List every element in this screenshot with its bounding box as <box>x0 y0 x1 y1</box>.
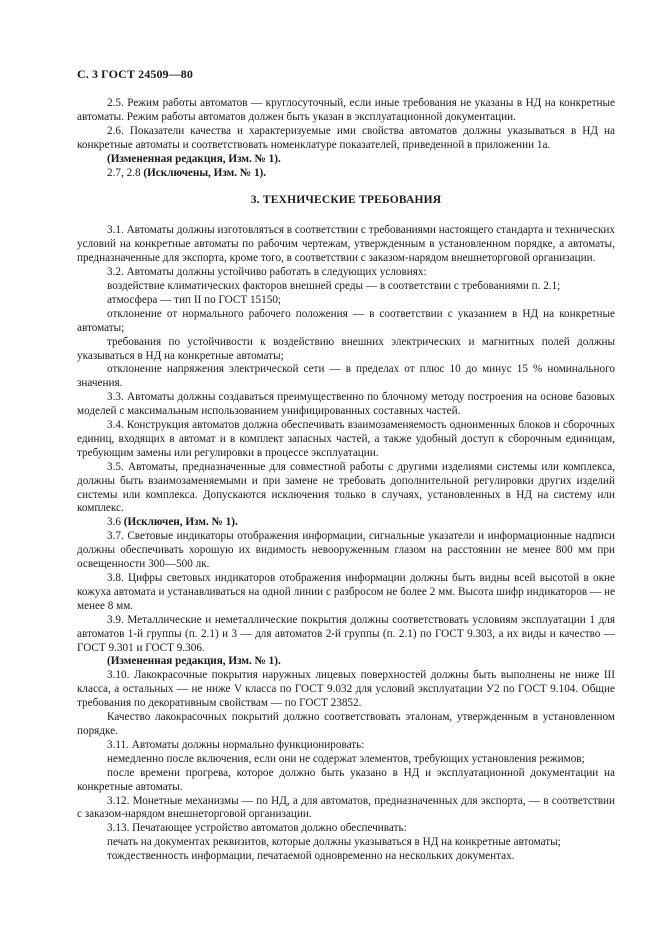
condition-atmosphere: атмосфера — тип II по ГОСТ 15150; <box>107 293 282 306</box>
paragraph-3-11: 3.11. Автоматы должны нормально функционировать: <box>107 738 365 751</box>
condition-voltage: отклонение напряжения электрической сети — в пределах от плюс 10 до минус 15 % номинального значения. <box>77 363 615 390</box>
paragraph-3-3: 3.3. Автоматы должны создаваться преимущественно по блочному методу построения на основе базовых моделей с максимальным использованием унифицированных составных частей. <box>77 391 615 418</box>
paragraph-3-6 <box>77 516 615 530</box>
page-header: С. 3 ГОСТ 24509—80 <box>77 67 193 81</box>
paragraph-2-6: 2.6. Показатели качества и характеризуемые ими свойства автоматов должны указываться в НД на конкретные автоматы и соответствовать номенклатуре показателей, приведенной в приложении 1а. <box>77 124 615 151</box>
paragraph-3-12: 3.12. Монетные механизмы — по НД, а для автоматов, предназначенных для экспорта, — в соответствии с заказом-нарядом внешнеторговой организации. <box>77 794 615 821</box>
paragraph-3-7: 3.7. Световые индикаторы отображения информации, сигнальные указатели и информационные надписи должны обеспечивать хорошую их видимость невооруженным глазом на расстоянии не менее 800 мм при освещенности 300—500 лк. <box>77 530 615 571</box>
condition-warmup: после времени прогрева, которое должно быть указано в НД и эксплуатационной документации на конкретные автоматы. <box>77 766 615 793</box>
paragraph-2-5: 2.5. Режим работы автоматов — круглосуточный, если иные требования не указаны в НД на конкретные автоматы. Режим работы автоматов должен быть указан в эксплуатационной документации. <box>77 97 615 123</box>
amendment-note: (Измененная редакция, Изм. № 1). <box>107 152 281 165</box>
paragraph-number: 2.7, 2.8 <box>107 166 141 179</box>
requirement-identity: тождественность информации, печатаемой одновременно на нескольких документах. <box>107 850 515 863</box>
condition-immediately: немедленно после включения, если они не содержат элементов, требующих установления режимов; <box>107 752 585 765</box>
paragraph-3-13: 3.13. Печатающее устройство автоматов должно обеспечивать: <box>107 822 407 835</box>
paragraph-3-10: 3.10. Лакокрасочные покрытия наружных лицевых поверхностей должны быть выполнены не ниже III класса, а остальных — не ниже V класса по ГОСТ 9.032 для условий эксплуатации У2 по ГОСТ 9.104. Общие требования по декоративным свойствам — по ГОСТ 23852. <box>77 669 615 710</box>
amendment-note: (Измененная редакция, Изм. № 1). <box>107 655 281 668</box>
condition-position: отклонение от нормального рабочего положения — в соответствии с указанием в НД на конкретные автоматы; <box>77 307 615 334</box>
section-title: 3. ТЕХНИЧЕСКИЕ ТРЕБОВАНИЯ <box>250 194 442 207</box>
paragraph-3-2: 3.2. Автоматы должны устойчиво работать в следующих условиях: <box>107 266 427 279</box>
paragraph-number: 3.6 <box>107 516 121 529</box>
condition-climate: воздействие климатических факторов внешней среды — в соответствии с требованиями п. 2.1; <box>107 279 561 292</box>
paragraph-3-8: 3.8. Цифры световых индикаторов отображения информации должны быть видны всей высотой в окне кожуха автомата и устанавливаться на одной линии с разбросом не более 2 мм. Высота шифр индикаторов — не менее 8 мм. <box>77 572 615 612</box>
paragraph-3-4: 3.4. Конструкция автоматов должна обеспечивать взаимозаменяемость одноименных блоков и сборочных единиц, входящих в автомат и в комплект запасных частей, а также удобный доступ к сборочным единицам, требующим замены или регулировки в процессе эксплуатации. <box>77 419 615 459</box>
paragraph-2-7-2-8 <box>77 167 615 181</box>
paragraph-3-1: 3.1. Автоматы должны изготовляться в соответствии с требованиями настоящего стандарта и технических условий на конкретные автоматы по рабочим чертежам, утвержденным в установленном порядке, а автоматы, предназначенные для экспорта, кроме того, в соответствии с заказом-нарядом внешнеторговой организации. <box>77 224 615 265</box>
condition-fields: требования по устойчивости к воздействию внешних электрических и магнитных полей должны указываться в НД на конкретные автоматы; <box>77 335 615 362</box>
paragraph-3-9: 3.9. Металлические и неметаллические покрытия должны соответствовать условиям эксплуатации 1 для автоматов 1-й группы (п. 2.1) и 3 — для автоматов 2-й группы (п. 2.1) по ГОСТ 9.303, а их виды и качество — ГОСТ 9.301 и ГОСТ 9.306. <box>77 613 615 654</box>
paragraph-coating-quality: Качество лакокрасочных покрытий должно соответствовать эталонам, утвержденным в установленном порядке. <box>77 711 615 737</box>
excluded-note: (Исключены, Изм. № 1). <box>143 166 267 179</box>
excluded-note: (Исключен, Изм. № 1). <box>123 516 238 529</box>
document-body <box>77 97 615 864</box>
requirement-printing: печать на документах реквизитов, которые должны указываться в НД на конкретные автоматы; <box>107 836 561 849</box>
paragraph-3-5: 3.5. Автоматы, предназначенные для совместной работы с другими изделиями системы или комплекса, должны быть взаимозаменяемыми и при замене не требовать дополнительной регулировки других изделий системы или комплекса. Допускаются исключения только в случаях, установленных в НД на систему или комплекс. <box>77 460 615 515</box>
